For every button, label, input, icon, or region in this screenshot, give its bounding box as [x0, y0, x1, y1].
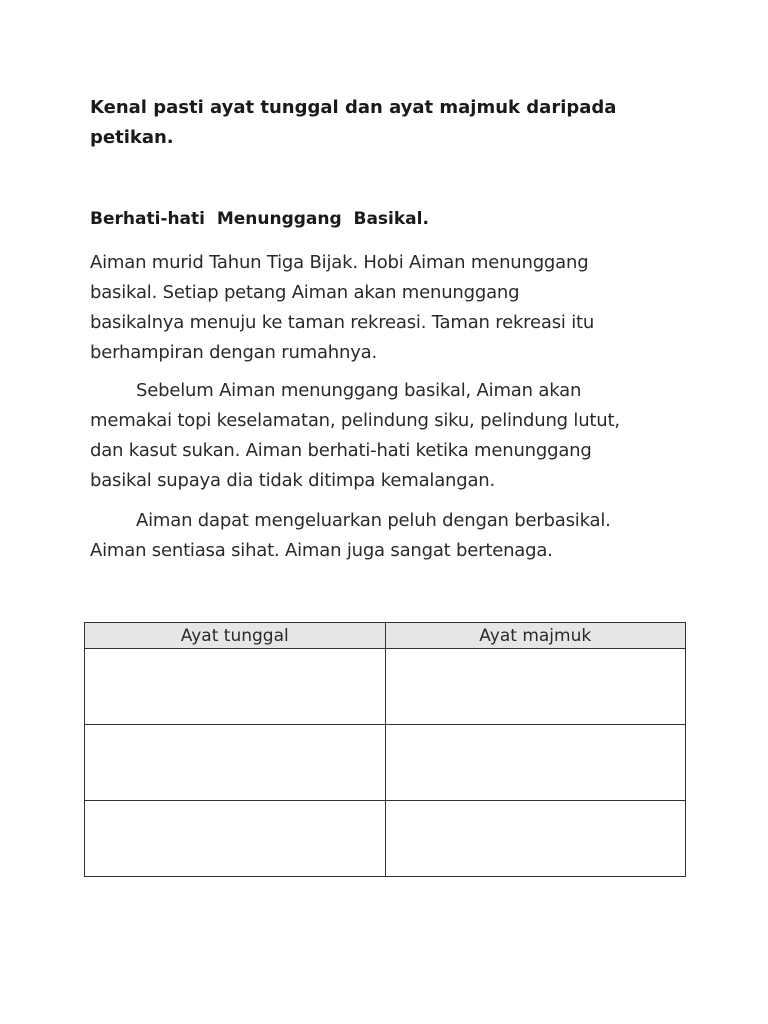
passage-line: Aiman sentiasa sihat. Aiman juga sangat bertenaga. [90, 540, 553, 561]
passage-line: Aiman dapat mengeluarkan peluh dengan berbasikal. [136, 510, 611, 531]
table-row [85, 725, 686, 801]
answer-cell-majmuk[interactable] [385, 725, 686, 801]
passage-line: dan kasut sukan. Aiman berhati-hati ketika menunggang [90, 440, 592, 461]
passage-line: basikal supaya dia tidak ditimpa kemalangan. [90, 470, 496, 491]
passage-line: berhampiran dengan rumahnya. [90, 342, 378, 363]
answer-cell-tunggal[interactable] [85, 649, 386, 725]
passage-paragraph-3 [90, 506, 690, 566]
table-row [85, 801, 686, 877]
table-row [85, 649, 686, 725]
answer-cell-majmuk[interactable] [385, 801, 686, 877]
passage-line: Aiman murid Tahun Tiga Bijak. Hobi Aiman menunggang [90, 252, 589, 273]
passage-line: Sebelum Aiman menunggang basikal, Aiman akan [136, 380, 582, 401]
passage-title: Berhati-hati Menunggang Basikal. [90, 209, 429, 229]
answer-cell-tunggal[interactable] [85, 801, 386, 877]
instruction-text: Kenal pasti ayat tunggal dan ayat majmuk daripada petikan. [90, 97, 617, 148]
answer-cell-majmuk[interactable] [385, 649, 686, 725]
answer-table [84, 622, 686, 877]
passage-line: memakai topi keselamatan, pelindung siku, pelindung lutut, [90, 410, 620, 431]
header-ayat-tunggal: Ayat tunggal [85, 623, 386, 649]
passage-paragraph-2 [90, 376, 690, 496]
passage-line: basikalnya menuju ke taman rekreasi. Taman rekreasi itu [90, 312, 595, 333]
answer-cell-tunggal[interactable] [85, 725, 386, 801]
table-header-row [85, 623, 686, 649]
passage-line: basikal. Setiap petang Aiman akan menunggang [90, 282, 520, 303]
passage-paragraph-1 [90, 248, 690, 368]
header-ayat-majmuk: Ayat majmuk [385, 623, 686, 649]
